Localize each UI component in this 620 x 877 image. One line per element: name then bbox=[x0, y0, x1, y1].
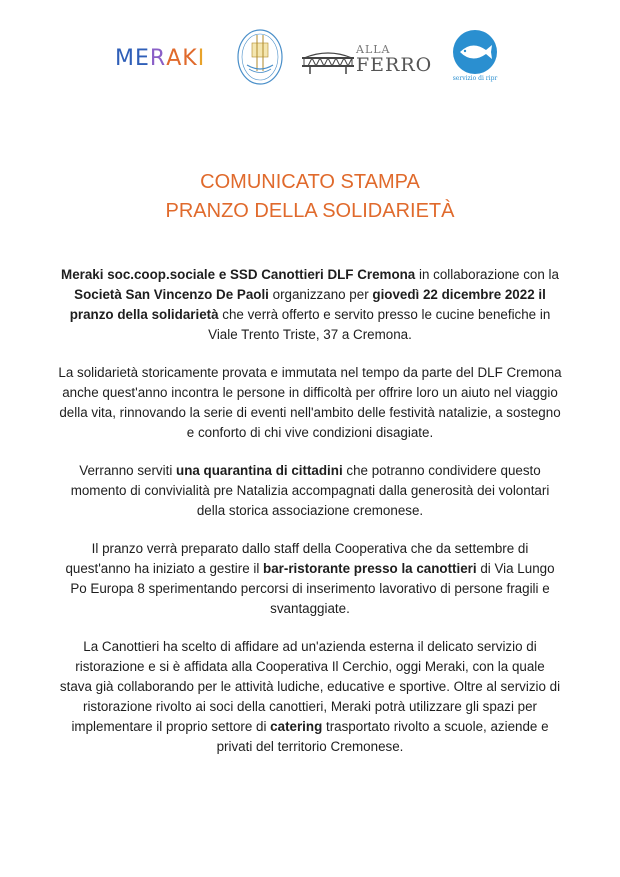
p5-bold-1: catering bbox=[270, 719, 323, 734]
paragraph-5 bbox=[58, 637, 562, 757]
p1-text-3: che verrà offerto e servito presso le cucine benefiche in Viale Trento Triste, 37 a Cremona. bbox=[208, 307, 551, 342]
p4-bold-1: bar-ristorante presso la canottieri bbox=[263, 561, 477, 576]
fish-circle-icon bbox=[450, 28, 500, 76]
paragraph-3 bbox=[58, 461, 562, 521]
press-release-title bbox=[0, 168, 620, 226]
title-line-1: COMUNICATO STAMPA bbox=[200, 171, 420, 193]
title-line-2: PRANZO DELLA SOLIDARIETÀ bbox=[165, 200, 455, 222]
p1-bold-3: giovedì 22 dicembre 2022 il pranzo della solidarietà bbox=[69, 287, 546, 322]
meraki-letter: M bbox=[115, 46, 135, 71]
meraki-letter: K bbox=[182, 46, 198, 71]
canottieri-badge-icon bbox=[235, 27, 285, 87]
paragraph-2: La solidarietà storicamente provata e immutata nel tempo da parte del DLF Cremona anche quest'anno incontra le persone in difficoltà per offrire loro un aiuto nel viaggio della vita, rinnovando la serie di eventi nell'ambito delle festività natalizie, a sostegno e conforto di chi vive condizioni disagiate. bbox=[58, 365, 562, 440]
p3-text-1: Verranno serviti bbox=[79, 463, 177, 478]
paragraph-1 bbox=[58, 265, 562, 345]
p3-text-2: che potranno condividere questo momento di convivialità pre Natalizia accompagnati dalla generosità dei volontari della storica associazione cremonese. bbox=[70, 463, 550, 518]
meraki-letter: R bbox=[149, 46, 167, 71]
san-vincenzo-caption: servizio di ripr bbox=[452, 75, 498, 82]
p1-text-2: organizzano per bbox=[268, 287, 373, 302]
p1-bold-1: Meraki soc.coop.sociale e SSD Canottieri DLF Cremona bbox=[61, 267, 416, 282]
meraki-letter: E bbox=[134, 46, 150, 71]
p4-text-1: Il pranzo verrà preparato dallo staff della Cooperativa che da settembre di quest'anno ha iniziato a gestire il bbox=[65, 541, 529, 576]
alla-ferro-big-text: FERRO bbox=[356, 54, 433, 76]
bridge-icon bbox=[300, 44, 356, 78]
p1-text-1: in collaborazione con la bbox=[415, 267, 559, 282]
meraki-letter: A bbox=[166, 46, 183, 71]
canottieri-logo bbox=[235, 27, 285, 87]
press-release-body bbox=[58, 265, 562, 775]
p4-text-2: di Via Lungo Po Europa 8 sperimentando percorsi di inserimento lavorativo di persone fragili e svantaggiate. bbox=[70, 561, 555, 616]
san-vincenzo-logo bbox=[450, 28, 500, 90]
logo-bar bbox=[0, 22, 620, 92]
p5-text-2: trasportato rivolto a scuole, aziende e privati del territorio Cremonese. bbox=[216, 719, 549, 754]
p1-bold-2: Società San Vincenzo De Paoli bbox=[74, 287, 269, 302]
alla-ferro-logo bbox=[300, 42, 433, 82]
paragraph-4 bbox=[58, 539, 562, 619]
p3-bold-1: una quarantina di cittadini bbox=[176, 463, 343, 478]
meraki-logo bbox=[115, 46, 205, 71]
p5-text-1: La Canottieri ha scelto di affidare ad un'azienda esterna il delicato servizio di ristorazione e si è affidata alla Cooperativa Il Cerchio, oggi Meraki, con la quale stava già collaborando per le attività ludiche, educative e sportive. Oltre al servizio di ristorazione rivolto ai soci della canottieri, Meraki potrà utilizzare gli spazi per implementare il proprio settore di bbox=[59, 639, 561, 734]
alla-ferro-small-text: ALLA bbox=[356, 43, 391, 56]
meraki-letter: I bbox=[197, 46, 206, 71]
